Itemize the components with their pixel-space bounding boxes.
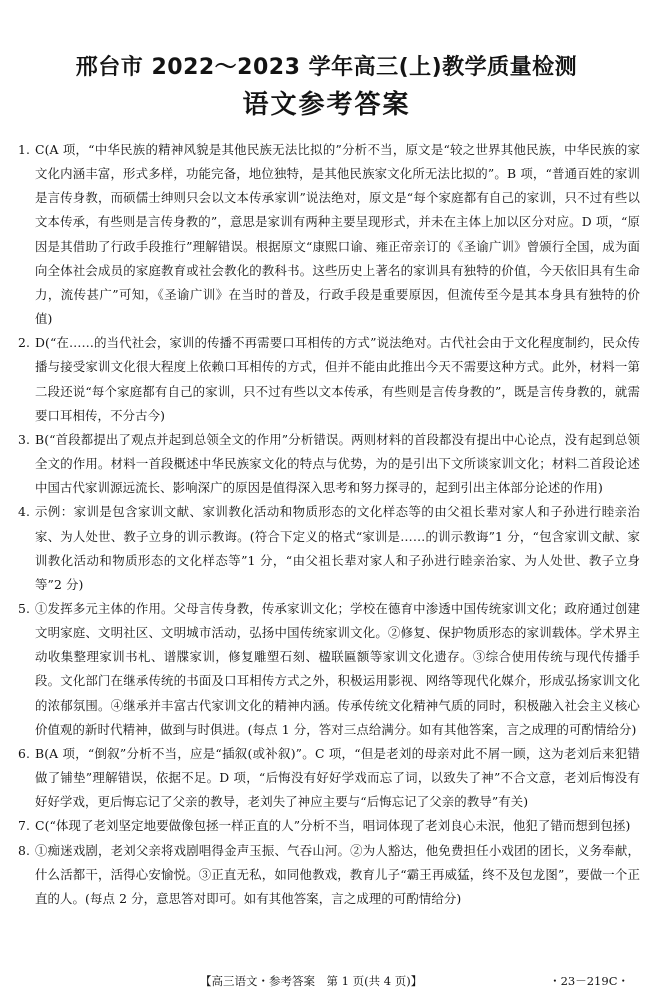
answer-item-2: [18, 331, 640, 428]
answer-number: 8.: [18, 842, 31, 858]
answer-number: 2.: [18, 335, 31, 351]
answer-text: C(A 项，“中华民族的精神风貌是其他民族无法比拟的”分析不当，原文是“较之世界其他民族，中华民族的家文化内涵丰富，形式多样，功能完备，地位独特，是其他民族家文化所无法比拟的”。B 项，“普通百姓的家训是言传身教，而硕儒士绅则只会以文本传承家训”说法绝对，原文是“每个家庭都有自己的家训，只不过有些以文本传承，有些则是言传身教的”，意思是家训有两种主要呈现形式，并未在主体上加以区分对应。D 项，“原因是其借助了行政手段推行”理解错误。根据原文“康熙口谕、雍正帝亲订的《圣谕广训》曾颁行全国，成为面向全体社会成员的家庭教育或社会教化的教科书。这些历史上著名的家训具有独特的价值，今天依旧具有生命力，流传甚广”可知，《圣谕广训》在当时的普及，行政手段是重要原因，但流传至今是其本身具有独特的价值): [35, 142, 640, 327]
answer-text: ①痴迷戏剧，老刘父亲将戏剧唱得金声玉振、气吞山河。②为人豁达，他免费担任小戏团的团长，义务奉献，什么活都干，活得心安愉悦。③正直无私，如同他教戏，教育儿子“霸王再威猛，终不及包龙图”，要做一个正直的人。(每点 2 分，意思答对即可。如有其他答案，言之成理的可酌情给分): [35, 842, 640, 906]
document-subtitle: 语文参考答案: [242, 90, 411, 120]
answer-item-6: [18, 742, 640, 814]
answer-item-5: [18, 597, 640, 742]
answer-text: B(A 项，“倒叙”分析不当，应是“插叙(或补叙)”。C 项，“但是老刘的母亲对此不屑一顾，这为老刘后来犯错做了铺垫”理解错误，依据不足。D 项，“后悔没有好好学戏而忘了词，以致失了神”不合文意，老刘后悔没有好好学戏，更后悔忘记了父亲的教导，老刘失了神应主要与“后悔忘记了父亲的教导”有关): [35, 745, 640, 810]
answer-number: 4.: [18, 504, 31, 520]
page-footer: [0, 973, 653, 993]
document-title: 邢台市 2022～2023 学年高三(上)教学质量检测: [75, 55, 578, 80]
answer-text: C(“体现了老刘坚定地要做像包拯一样正直的人”分析不当，唱词体现了老刘良心未泯，他犯了错而想到包拯): [35, 818, 631, 834]
answer-number: 1.: [18, 142, 31, 157]
answer-text: 示例：家训是包含家训文献、家训教化活动和物质形态的文化样态等的由父祖长辈对家人和子孙进行睦亲治家、为人处世、教子立身的训示教诲。(符合下定义的格式“家训是……的训示教诲”1 分，“包含家训文献、家训教化活动和物质形态的文化样态等”1 分，“由父祖长辈对家人和子孙进行睦亲治家、为人处世、教子立身等”2 分): [35, 504, 640, 592]
answer-item-4: [18, 500, 640, 597]
answer-item-7: [18, 814, 640, 838]
answer-number: 7.: [18, 818, 31, 834]
footer-exam-code: ・23－219C・: [549, 974, 629, 988]
answer-text: ①发挥多元主体的作用。父母言传身教，传承家训文化；学校在德育中渗透中国传统家训文化；政府通过创建文明家庭、文明社区、文明城市活动，弘扬中国传统家训文化。②修复、保护物质形态的家训载体。学术界主动收集整理家训书札、谱牒家训，修复雕塑石刻、楹联匾额等家训文化遗存。③综合使用传统与现代传播手段。文化部门在继承传统的书面及口耳相传方式之外，积极运用影视、网络等现代化媒介，形成弘扬家训文化的浓郁氛围。④继承并丰富古代家训文化的精神内涵。传承传统文化精神气质的同时，积极融入社会主义核心价值观的新时代精神，做到与时俱进。(每点 1 分，答对三点给满分。如有其他答案，言之成理的可酌情给分): [35, 600, 640, 737]
answer-text: B(“首段都提出了观点并起到总领全文的作用”分析错误。两则材料的首段都没有提出中心论点，没有起到总领全文的作用。材料一首段概述中华民族家文化的特点与优势，为的是引出下文所谈家训文化；材料二首段论述中国古代家训源远流长、影响深广的原因是值得深入思考和努力探寻的，起到引出主体部分论述的作用): [35, 431, 640, 496]
footer-page-info: 【高三语文・参考答案 第 1 页(共 4 页)】: [200, 974, 423, 988]
answer-text: D(“在……的当代社会，家训的传播不再需要口耳相传的方式”说法绝对。古代社会由于文化程度制约，民众传播与接受家训文化很大程度上依赖口耳相传的方式，但并不能由此推出今天不需要这种方式。此外，材料一第二段还说“每个家庭都有自己的家训，只不过有些以文本传承，有些则是言传身教的”，既是言传身教的，就需要口耳相传，不分古今): [35, 335, 640, 423]
answer-list: [18, 138, 640, 911]
answer-number: 5.: [18, 600, 31, 616]
answer-number: 3.: [18, 431, 31, 447]
answer-item-8: [18, 839, 640, 911]
answer-item-3: [18, 428, 640, 500]
answer-item-1: [18, 138, 640, 331]
answer-number: 6.: [18, 745, 31, 761]
